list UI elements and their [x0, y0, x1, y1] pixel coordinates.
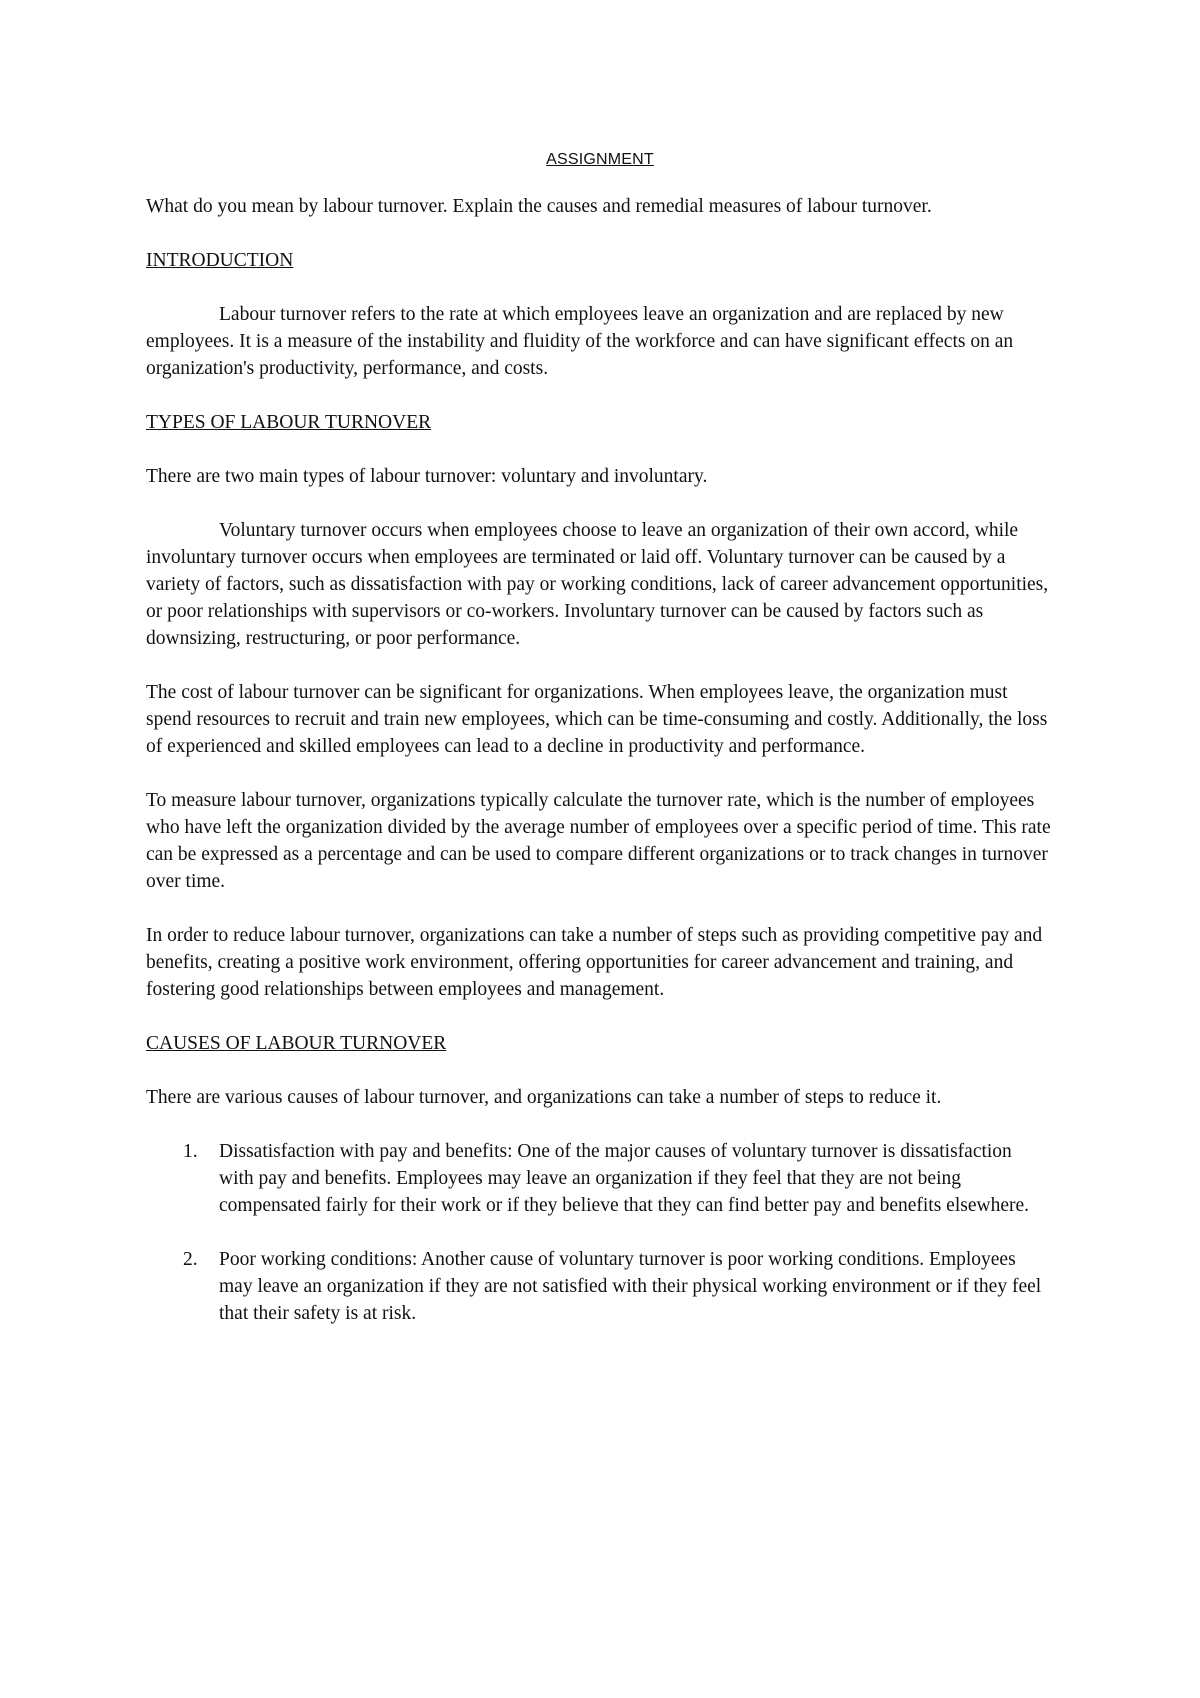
list-item-text: Poor working conditions: Another cause of voluntary turnover is poor working conditions. Employees may leave an organization if they are not satisfied with their physical working environment or if they feel that their safety is at risk. — [219, 1249, 1042, 1324]
assignment-question: What do you mean by labour turnover. Explain the causes and remedial measures of labour turnover. — [146, 196, 932, 217]
types-paragraph-2: Voluntary turnover occurs when employees choose to leave an organization of their own accord, while involuntary turnover occurs when employees are terminated or laid off. Voluntary turnover can be caused by a variety of factors, such as dissatisfaction with pay or working conditions, lack of career advancement opportunities, or poor relationships with supervisors or co-workers. Involuntary turnover can be caused by factors such as downsizing, restructuring, or poor performance. — [146, 520, 1049, 649]
document-body — [146, 193, 1051, 1354]
causes-list — [146, 1138, 1051, 1327]
introduction-heading: INTRODUCTION — [146, 250, 294, 271]
types-paragraph-4: To measure labour turnover, organizations typically calculate the turnover rate, which is the number of employees who have left the organization divided by the average number of employees over a specific period of time. This rate can be expressed as a percentage and can be used to compare different organizations or to track changes in turnover over time. — [146, 790, 1051, 892]
list-item-text: Dissatisfaction with pay and benefits: One of the major causes of voluntary turnover is dissatisfaction with pay and benefits. Employees may leave an organization if they feel that they are not being compensated fairly for their work or if they believe that they can find better pay and benefits elsewhere. — [219, 1141, 1030, 1216]
types-paragraph-3: The cost of labour turnover can be significant for organizations. When employees leave, the organization must spend resources to recruit and train new employees, which can be time-consuming and costly. Additionally, the loss of experienced and skilled employees can lead to a decline in productivity and performance. — [146, 682, 1048, 757]
document-title: ASSIGNMENT — [546, 151, 654, 168]
types-paragraph-1: There are two main types of labour turnover: voluntary and involuntary. — [146, 466, 708, 487]
list-item-number: 1. — [183, 1141, 198, 1162]
causes-heading: CAUSES OF LABOUR TURNOVER — [146, 1033, 447, 1054]
types-paragraph-5: In order to reduce labour turnover, organizations can take a number of steps such as providing competitive pay and benefits, creating a positive work environment, offering opportunities for career advancement and training, and fostering good relationships between employees and management. — [146, 925, 1043, 1000]
list-item — [183, 1246, 1051, 1327]
list-item-number: 2. — [183, 1249, 198, 1270]
list-item — [183, 1138, 1051, 1219]
types-heading: TYPES OF LABOUR TURNOVER — [146, 412, 432, 433]
causes-intro: There are various causes of labour turnover, and organizations can take a number of steps to reduce it. — [146, 1087, 942, 1108]
introduction-paragraph: Labour turnover refers to the rate at which employees leave an organization and are replaced by new employees. It is a measure of the instability and fluidity of the workforce and can have significant effects on an organization's productivity, performance, and costs. — [146, 304, 1014, 379]
